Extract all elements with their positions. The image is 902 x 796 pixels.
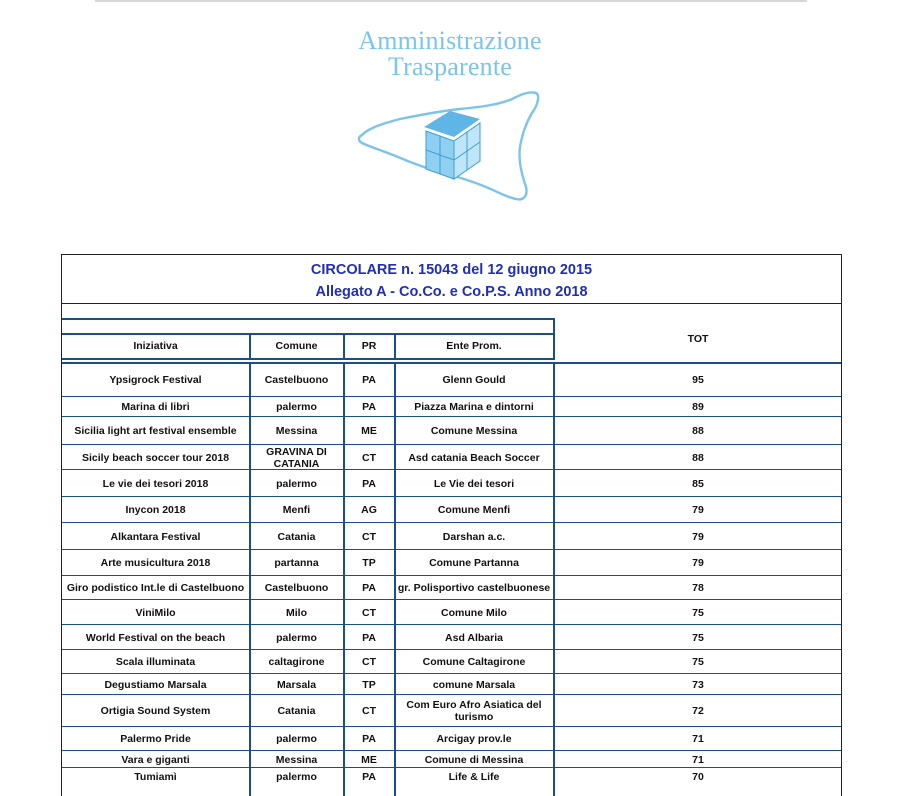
title-line2: Allegato A - Co.Co. e Co.P.S. Anno 2018	[315, 284, 588, 300]
table-row	[62, 768, 841, 785]
cell-pr: PA	[362, 477, 376, 490]
cell-pr: AG	[361, 504, 377, 516]
cell-iniziativa: World Festival on the beach	[85, 631, 226, 644]
cell-iniziativa: ViniMilo	[135, 606, 176, 619]
header-ente: Ente Prom.	[446, 340, 502, 352]
cell-ente: Piazza Marina e dintorni	[414, 401, 534, 413]
cell-iniziativa: Inycon 2018	[125, 504, 186, 516]
cell-ente: Comune Caltagirone	[422, 656, 526, 668]
cell-tot: 95	[692, 374, 704, 386]
cell-tot: 85	[692, 477, 704, 490]
cell-ente: gr. Polisportivo castelbuonese	[397, 582, 551, 594]
table-row	[62, 470, 841, 497]
cell-ente: comune Marsala	[432, 678, 516, 691]
table-row	[62, 625, 841, 650]
table-row	[62, 550, 841, 576]
table-row	[62, 727, 841, 751]
cell-ente: Asd catania Beach Soccer	[408, 451, 540, 464]
cell-pr: CT	[362, 606, 376, 619]
cell-tot: 79	[692, 557, 704, 569]
cell-comune: Catania	[277, 705, 316, 717]
page-top-rule	[95, 0, 807, 2]
cell-pr: CT	[362, 656, 376, 668]
table-row	[62, 695, 841, 727]
header-tot: TOT	[687, 333, 709, 345]
table-row	[62, 674, 841, 695]
cell-pr: TP	[362, 678, 376, 691]
header-pr: PR	[361, 340, 377, 352]
table-row	[62, 497, 841, 523]
cell-pr: PA	[362, 401, 376, 413]
cell-comune: Messina	[275, 753, 318, 766]
table-row	[62, 397, 841, 417]
cell-tot: 88	[692, 425, 704, 437]
cell-tot: 79	[692, 504, 704, 516]
title-line1: CIRCOLARE n. 15043 del 12 giugno 2015	[310, 262, 593, 278]
cell-tot: 71	[692, 733, 704, 745]
table-row	[62, 445, 841, 470]
cell-ente: Comune di Messina	[424, 753, 524, 766]
cell-comune: Marsala	[276, 678, 317, 691]
cell-pr: PA	[362, 374, 376, 386]
cell-comune: Messina	[275, 425, 318, 437]
table-row	[62, 751, 841, 768]
cell-ente: Life & Life	[448, 770, 500, 783]
cell-comune: palermo	[276, 401, 317, 413]
cell-ente: Com Euro Afro Asiatica del turismo	[406, 699, 542, 723]
cell-ente: Comune Partanna	[429, 557, 519, 569]
table-row	[62, 600, 841, 625]
cell-iniziativa: Degustiamo Marsala	[104, 678, 207, 691]
cell-pr: CT	[362, 530, 376, 543]
cell-pr: ME	[361, 753, 377, 766]
cell-comune: caltagirone	[268, 656, 325, 668]
cell-pr: PA	[362, 770, 376, 783]
cell-pr: TP	[362, 557, 376, 569]
cell-comune: Castelbuono	[264, 582, 329, 594]
cell-iniziativa: Marina di libri	[121, 401, 190, 413]
table-row	[62, 576, 841, 600]
cell-iniziativa: Sicily beach soccer tour 2018	[81, 451, 230, 464]
cell-iniziativa: Le vie dei tesori 2018	[102, 477, 209, 490]
cell-ente: Asd Albaria	[445, 631, 503, 644]
cell-iniziativa: Alkantara Festival	[110, 530, 201, 543]
cell-comune: palermo	[276, 733, 317, 745]
cell-tot: 75	[692, 606, 704, 619]
table-row	[62, 363, 841, 397]
cell-pr: PA	[362, 631, 376, 644]
cell-tot: 73	[692, 678, 704, 691]
cell-comune: Menfi	[282, 504, 311, 516]
cell-ente: Darshan a.c.	[442, 530, 506, 543]
table-row	[62, 417, 841, 445]
logo-line2: Trasparente	[388, 52, 512, 81]
cell-pr: CT	[362, 451, 376, 464]
cell-iniziativa: Tumiamì	[134, 770, 177, 783]
document-title	[62, 255, 841, 304]
cell-comune: GRAVINA DI CATANIA	[266, 445, 327, 470]
cell-iniziativa: Arte musicultura 2018	[100, 557, 211, 569]
cell-tot: 70	[692, 770, 704, 783]
cell-pr: CT	[362, 705, 376, 717]
cell-iniziativa: Giro podistico Int.le di Castelbuono	[66, 582, 245, 594]
cell-tot: 78	[692, 582, 704, 594]
cell-tot: 88	[692, 451, 704, 464]
sicily-map-house-icon	[340, 65, 560, 215]
cell-tot: 89	[692, 401, 704, 413]
cell-iniziativa: Ypsigrock Festival	[109, 374, 202, 386]
cell-iniziativa: Vara e giganti	[121, 753, 190, 766]
cell-comune: palermo	[276, 770, 317, 783]
cell-comune: partanna	[274, 557, 319, 569]
header-iniziativa: Iniziativa	[133, 340, 178, 352]
cell-tot: 71	[692, 753, 704, 766]
cell-comune: palermo	[276, 631, 317, 644]
logo-line1: Amministrazione	[358, 26, 542, 55]
cell-iniziativa: Sicilia light art festival ensemble	[74, 425, 237, 437]
cell-pr: PA	[362, 733, 376, 745]
cell-ente: Comune Messina	[430, 425, 518, 437]
allegato-table-document	[61, 254, 842, 796]
amministrazione-trasparente-logo	[340, 25, 560, 215]
cell-ente: Comune Milo	[441, 606, 507, 619]
cell-comune: Catania	[277, 530, 316, 543]
cell-ente: Glenn Gould	[442, 374, 506, 386]
cell-tot: 79	[692, 530, 704, 543]
cell-ente: Comune Menfi	[437, 504, 511, 516]
cell-pr: PA	[362, 582, 376, 594]
cell-ente: Le Vie dei tesori	[433, 477, 515, 490]
cell-tot: 72	[692, 705, 704, 717]
cell-tot: 75	[692, 656, 704, 668]
cell-comune: Milo	[286, 606, 307, 619]
table-row	[62, 650, 841, 674]
cell-iniziativa: Ortigia Sound System	[100, 705, 211, 717]
cell-iniziativa: Palermo Pride	[120, 733, 191, 745]
cell-ente: Arcigay prov.le	[436, 733, 512, 745]
cell-comune: palermo	[276, 477, 317, 490]
cell-iniziativa: Scala illuminata	[115, 656, 196, 668]
header-comune: Comune	[275, 340, 318, 352]
cell-tot: 75	[692, 631, 704, 644]
cell-comune: Castelbuono	[264, 374, 329, 386]
cell-pr: ME	[361, 425, 377, 437]
table-row	[62, 523, 841, 550]
